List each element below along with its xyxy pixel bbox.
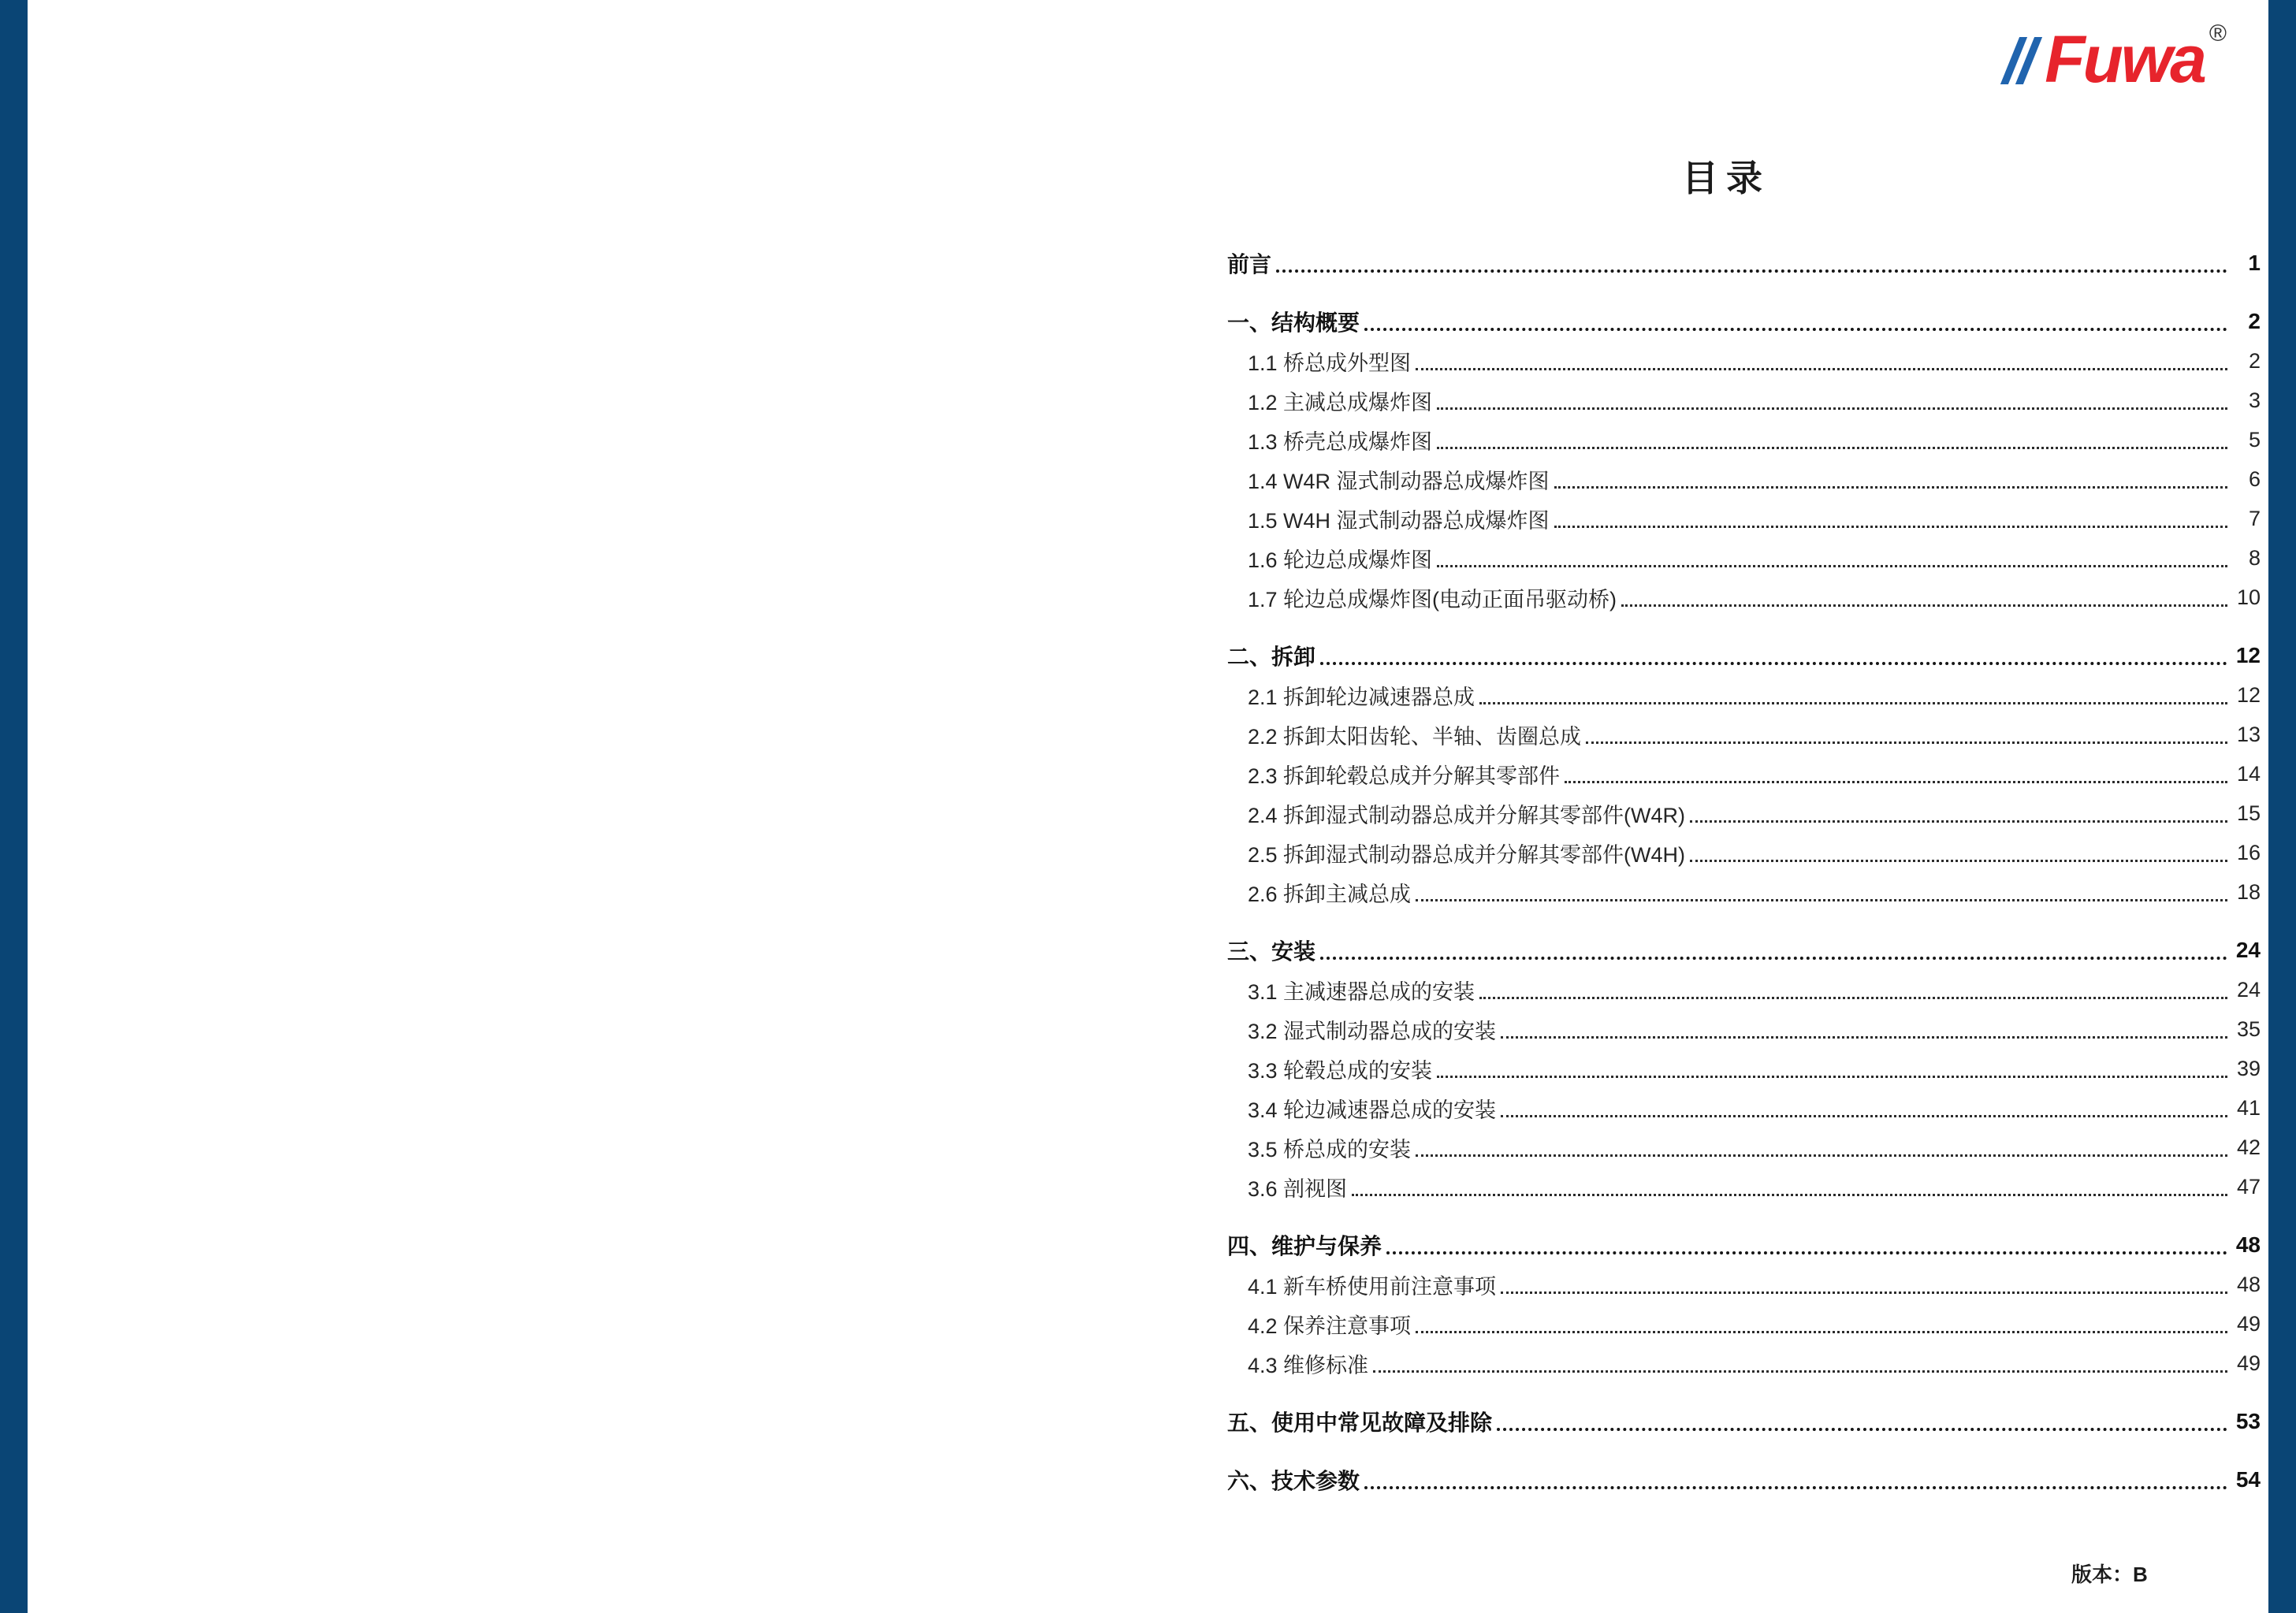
toc-row[interactable]: [1227, 243, 2261, 283]
toc-row[interactable]: [1227, 538, 2261, 578]
toc-row[interactable]: [1227, 715, 2261, 754]
toc-list: [1227, 225, 2261, 1500]
toc-row[interactable]: [1227, 754, 2261, 793]
toc-entry-label: 六、技术参数: [1227, 1469, 1360, 1493]
toc-page-number: 49: [2236, 1311, 2261, 1336]
dot-leader: [1386, 1225, 2227, 1265]
toc-page-number: 10: [2236, 585, 2261, 609]
toc-page-number: 1: [2248, 251, 2261, 275]
toc-row[interactable]: [1227, 1402, 2261, 1441]
toc-entry-label: 2.3 拆卸轮毂总成并分解其零部件: [1248, 764, 1561, 788]
toc-page-number: 24: [2236, 977, 2261, 1002]
dot-leader: [1501, 1009, 2227, 1049]
toc-entry-label: 3.2 湿式制动器总成的安装: [1248, 1019, 1497, 1043]
toc-page-number: 12: [2236, 682, 2261, 707]
toc-entry-label: 4.3 维修标准: [1248, 1353, 1369, 1377]
version-label: 版本：: [2071, 1563, 2134, 1586]
toc-page-number: 48: [2236, 1272, 2261, 1296]
toc-row[interactable]: [1227, 459, 2261, 499]
toc-entry-label: 2.5 拆卸湿式制动器总成并分解其零部件(W4H): [1248, 842, 1686, 867]
toc-page-number: 18: [2236, 879, 2261, 904]
toc-page-number: 41: [2236, 1095, 2261, 1120]
version-value: B: [2133, 1563, 2148, 1586]
toc-page-number: 15: [2236, 801, 2261, 825]
toc-page-number: 39: [2236, 1056, 2261, 1080]
dot-leader: [1554, 459, 2227, 499]
toc-page-number: 14: [2236, 761, 2261, 786]
dot-leader: [1501, 1088, 2227, 1128]
toc-entry-label: 2.2 拆卸太阳齿轮、半轴、齿圈总成: [1248, 724, 1582, 749]
toc-entry-label: 1.3 桥壳总成爆炸图: [1248, 429, 1433, 454]
dot-leader: [1437, 538, 2227, 578]
toc-entry-label: 2.6 拆卸主减总成: [1248, 882, 1412, 906]
toc-row[interactable]: [1227, 1304, 2261, 1344]
toc-row[interactable]: [1227, 1049, 2261, 1088]
toc-entry-label: 二、拆卸: [1227, 645, 1316, 669]
dot-leader: [1437, 1049, 2227, 1088]
toc-entry-label: 1.4 W4R 湿式制动器总成爆炸图: [1248, 469, 1550, 493]
toc-page-number: 42: [2236, 1135, 2261, 1159]
toc-entry-label: 1.2 主减总成爆炸图: [1248, 390, 1433, 414]
dot-leader: [1501, 1265, 2227, 1304]
toc-entry-label: 1.5 W4H 湿式制动器总成爆炸图: [1248, 508, 1550, 533]
toc-entry-label: 4.1 新车桥使用前注意事项: [1248, 1274, 1497, 1299]
toc-page-number: 49: [2236, 1351, 2261, 1375]
dot-leader: [1437, 420, 2227, 459]
toc-row[interactable]: [1227, 1344, 2261, 1383]
toc-page-number: 24: [2235, 938, 2261, 962]
dot-leader: [1416, 1128, 2227, 1167]
dot-leader: [1320, 931, 2227, 970]
toc-row[interactable]: [1227, 1460, 2261, 1500]
toc-page-number: 5: [2248, 427, 2261, 452]
dot-leader: [1437, 381, 2227, 420]
dot-leader: [1320, 636, 2227, 675]
logo-brand-text: Fuwa: [2045, 22, 2205, 96]
dot-leader: [1416, 341, 2227, 381]
dot-leader: [1479, 970, 2227, 1009]
dot-leader: [1554, 499, 2227, 538]
toc-row[interactable]: [1227, 381, 2261, 420]
toc-row[interactable]: [1227, 341, 2261, 381]
toc-row[interactable]: [1227, 420, 2261, 459]
toc-page-number: 13: [2236, 722, 2261, 746]
dot-leader: [1479, 675, 2227, 715]
toc-row[interactable]: [1227, 499, 2261, 538]
toc-entry-label: 4.2 保养注意事项: [1248, 1314, 1412, 1338]
dot-leader: [1276, 243, 2227, 283]
toc-row[interactable]: [1227, 833, 2261, 872]
toc-row[interactable]: [1227, 1088, 2261, 1128]
dot-leader: [1416, 872, 2227, 912]
version-note: [2071, 1559, 2148, 1588]
toc-row[interactable]: [1227, 1167, 2261, 1206]
toc-entry-label: 2.4 拆卸湿式制动器总成并分解其零部件(W4R): [1248, 803, 1686, 827]
toc-entry-label: 3.4 轮边减速器总成的安装: [1248, 1098, 1497, 1122]
toc-row[interactable]: [1227, 302, 2261, 341]
left-edge-bar: [0, 0, 28, 1613]
toc-page-number: 2: [2248, 348, 2261, 373]
toc-page-number: 54: [2235, 1467, 2261, 1492]
toc-page-number: 35: [2236, 1016, 2261, 1041]
toc-row[interactable]: [1227, 636, 2261, 675]
dot-leader: [1373, 1344, 2227, 1383]
dot-leader: [1497, 1402, 2227, 1441]
toc-entry-label: 1.6 轮边总成爆炸图: [1248, 548, 1433, 572]
toc-row[interactable]: [1227, 793, 2261, 833]
toc-row[interactable]: [1227, 1265, 2261, 1304]
toc-row[interactable]: [1227, 675, 2261, 715]
dot-leader: [1586, 715, 2227, 754]
toc-row[interactable]: [1227, 970, 2261, 1009]
dot-leader: [1416, 1304, 2227, 1344]
toc-entry-label: 三、安装: [1227, 939, 1316, 964]
toc-page-number: 12: [2235, 643, 2261, 667]
toc-page-number: 53: [2235, 1409, 2261, 1433]
toc-row[interactable]: [1227, 578, 2261, 617]
registered-trademark-icon: ®: [2209, 20, 2227, 46]
toc-entry-label: 一、结构概要: [1227, 310, 1360, 335]
right-edge-bar: [2268, 0, 2296, 1613]
toc-row[interactable]: [1227, 1128, 2261, 1167]
toc-entry-label: 2.1 拆卸轮边减速器总成: [1248, 685, 1475, 709]
dot-leader: [1621, 578, 2227, 617]
toc-page-number: 8: [2248, 545, 2261, 570]
dot-leader: [1690, 833, 2227, 872]
toc-page-number: 47: [2236, 1174, 2261, 1199]
toc-row[interactable]: [1227, 872, 2261, 912]
dot-leader: [1690, 793, 2227, 833]
toc-entry-label: 3.6 剖视图: [1248, 1176, 1348, 1201]
toc-row[interactable]: [1227, 931, 2261, 970]
dot-leader: [1364, 302, 2227, 341]
toc-entry-label: 前言: [1227, 252, 1272, 277]
toc-page-number: 6: [2248, 466, 2261, 491]
toc-entry-label: 五、使用中常见故障及排除: [1227, 1410, 1493, 1435]
toc-entry-label: 1.7 轮边总成爆炸图(电动正面吊驱动桥): [1248, 587, 1617, 611]
toc-row[interactable]: [1227, 1009, 2261, 1049]
fuwa-logo: [2010, 17, 2227, 96]
toc-page-number: 2: [2248, 309, 2261, 333]
toc-page-number: 3: [2248, 388, 2261, 412]
page-title: 目录: [1682, 157, 1770, 199]
logo-slashes-icon: [2010, 37, 2040, 92]
dot-leader: [1352, 1167, 2227, 1206]
toc-entry-label: 3.3 轮毂总成的安装: [1248, 1058, 1433, 1083]
dot-leader: [1364, 1460, 2227, 1500]
toc-entry-label: 3.5 桥总成的安装: [1248, 1137, 1412, 1161]
dot-leader: [1565, 754, 2227, 793]
toc-page-number: 7: [2248, 506, 2261, 530]
toc-row[interactable]: [1227, 1225, 2261, 1265]
toc-page-number: 16: [2236, 840, 2261, 864]
toc-page-number: 48: [2235, 1232, 2261, 1257]
toc-entry-label: 3.1 主减速器总成的安装: [1248, 979, 1475, 1004]
toc-entry-label: 四、维护与保养: [1227, 1234, 1382, 1258]
toc-entry-label: 1.1 桥总成外型图: [1248, 351, 1412, 375]
